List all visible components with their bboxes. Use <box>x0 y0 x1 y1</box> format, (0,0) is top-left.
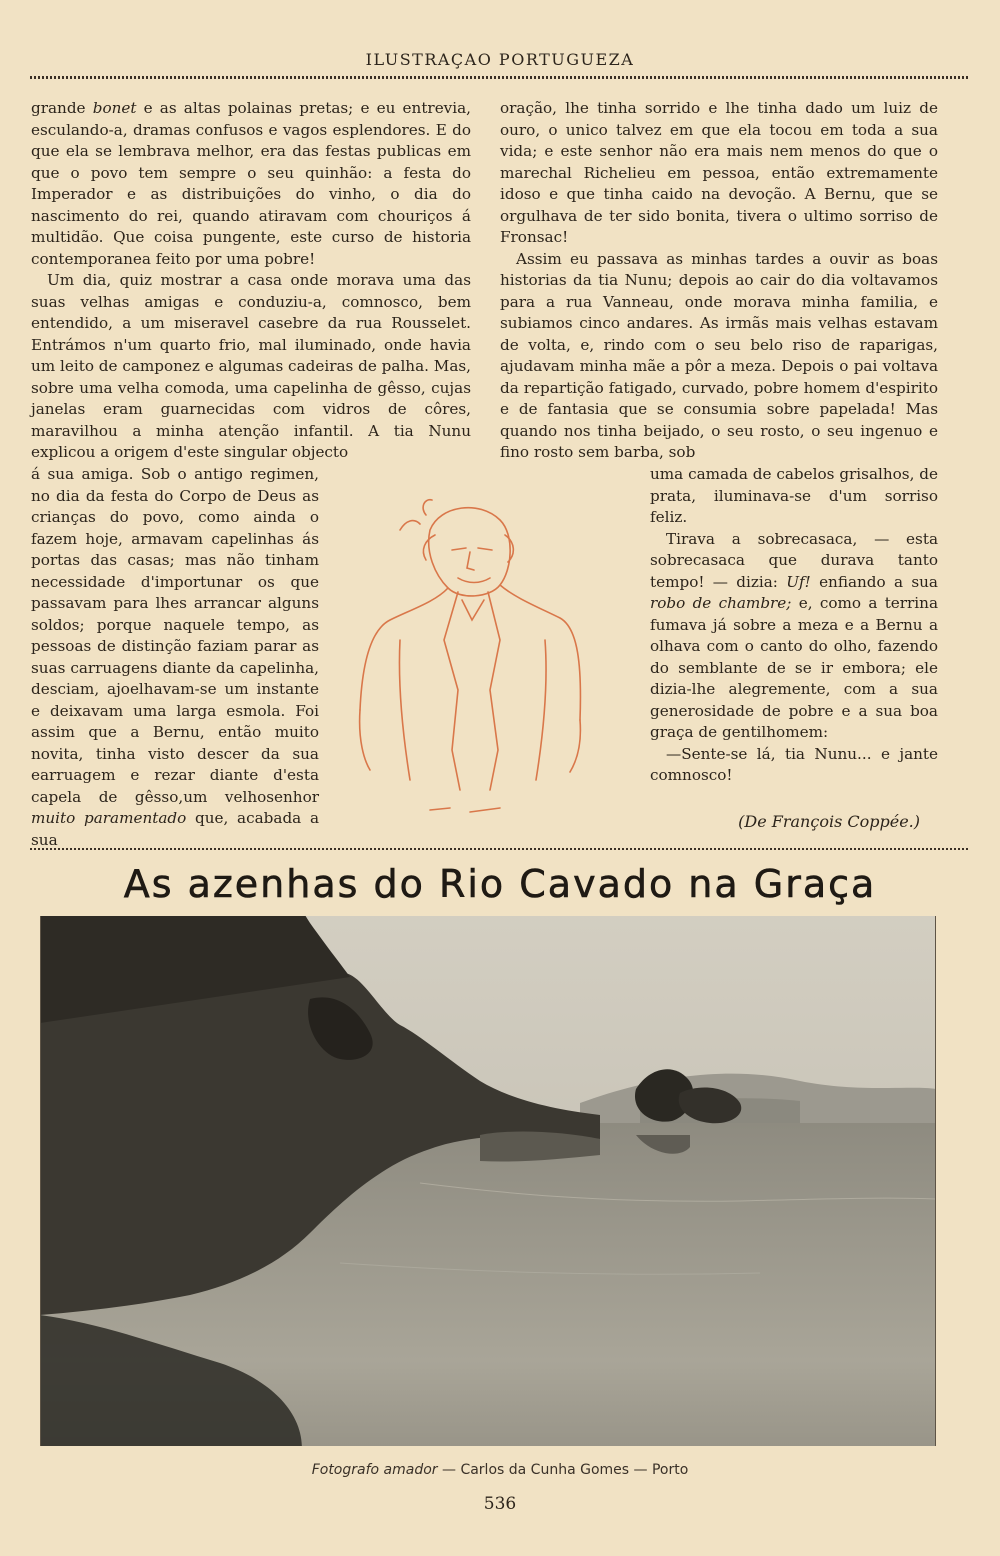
river-photograph <box>40 916 936 1446</box>
photo-block <box>40 916 936 1446</box>
left-column <box>31 98 471 464</box>
headline: As azenhas do Rio Cavado na Graça <box>123 862 877 906</box>
section-rule <box>30 848 970 850</box>
right-paragraph-2: Assim eu passava as minhas tardes a ouvir as boas historias da tia Nunu; depois ao cair do dia voltavamos para a rua Vanneau, onde morava minha familia, e subiamos cinco andares. As irmãs mais velhas estavam de volta, e, rindo com o seu belo riso de raparigas, ajudavam minha mãe a pôr a meza. Depois o pai voltava da repartição fatigado, curvado, pobre homem d'espirito e de fantasia que se consumia sobre papelada! Mas quando nos tinha beijado, o seu rosto, o seu ingenuo e fino rosto sem barba, sob <box>500 249 938 461</box>
top-rule <box>30 76 970 79</box>
right-column <box>500 98 938 464</box>
caption-credit: — Carlos da Cunha Gomes — Porto <box>437 1462 689 1478</box>
text-fragment: de <box>66 99 93 117</box>
masthead: ILUSTRAÇAO PORTUGUEZA <box>365 50 635 69</box>
left-paragraph-1: grande bonet e as altas polainas pretas; e eu entrevia, esculando-a, dramas confusos e vagos esplendores. E do que ela se lembrava melhor, era das festas publicas em que o povo tem sempre o seu quinhão: a festa do Imperador e as distribuições do vinho, o dia do nascimento do rei, quando atiravam com chouriços á multidão. Que coisa pungente, este curso de historia contemporanea feito por uma pobre! <box>31 99 471 268</box>
left-paragraph-2: Um dia, quiz mostrar a casa onde morava uma das suas velhas amigas e conduziu-a, comnosco, bem entendido, a um miseravel casebre da rua Rousselet. Entrámos n'um quarto frio, mal iluminado, onde havia um leito de camponez e algumas cadeiras de palha. Mas, sobre uma velha comoda, uma capelinha de gêsso, cujas janelas eram guarnecidas com vidros de côres, maravilhou a minha atenção infantil. A tia Nunu explicou a origem d'este singular objecto <box>31 271 472 461</box>
page-number: 536 <box>483 1494 517 1514</box>
right-paragraph-1: oração, lhe tinha sorrido e lhe tinha dado um luiz de ouro, o unico talvez em que ela tocou em toda a sua vida; e este senhor não era mais nem menos do que o marechal Richelieu em pessoa, então extremamente idoso e que tinha caido na devoção. A Bernu, que se orgulhava de ter sido bonita, tivera o ultimo sorriso de Fronsac! <box>500 99 938 246</box>
portrait-sketch <box>340 490 600 820</box>
attribution: (De François Coppée.) <box>738 812 920 831</box>
left-narrow-paragraph: á sua amiga. Sob o antigo regimen, no dia da festa do Corpo de Deus as crianças do povo, como ainda o fazem hoje, armavam capelinhas ás portas das casas; mas não tinham necessidade d'importunar os que passavam para lhes arrancar alguns soldos; porque naquele tempo, as pessoas de distinção faziam parar as suas carruagens diante da capelinha, desciam, ajoelhavam-se um instante e deixavam uma larga esmola. Foi assim que a Bernu, então muito novita, tinha visto descer da sua earruagem e rezar diante d'esta capela de gêsso,um velhosenhor muito paramentado que, acabada a sua <box>31 465 319 849</box>
right-narrow-paragraph-1: uma camada de cabelos grisalhos, de prata, iluminava-se d'um sorriso feliz. <box>650 465 938 526</box>
right-narrow-paragraph-2: Tirava a sobrecasaca, — esta sobrecasaca que durava tanto tempo! — dizia: Uf! enfiando a sua robo de chambre; e, como a terrina fumava já sobre a meza e a Bernu a olhava com o canto do olho, fazendo do semblante de se ir embora; ele dizia-lhe alegremente, com a sua generosidade de pobre e a sua boa graça de gentilhomem: <box>650 529 938 741</box>
left-column-narrow <box>31 464 319 851</box>
caption-label: Fotografo amador <box>311 1462 438 1478</box>
right-narrow-paragraph-3: —Sente-se lá, tia Nunu... e jante comnosco! <box>650 744 938 784</box>
right-column-narrow <box>650 464 938 787</box>
photo-caption <box>0 1462 1000 1478</box>
italic-word: bonet <box>92 99 137 117</box>
